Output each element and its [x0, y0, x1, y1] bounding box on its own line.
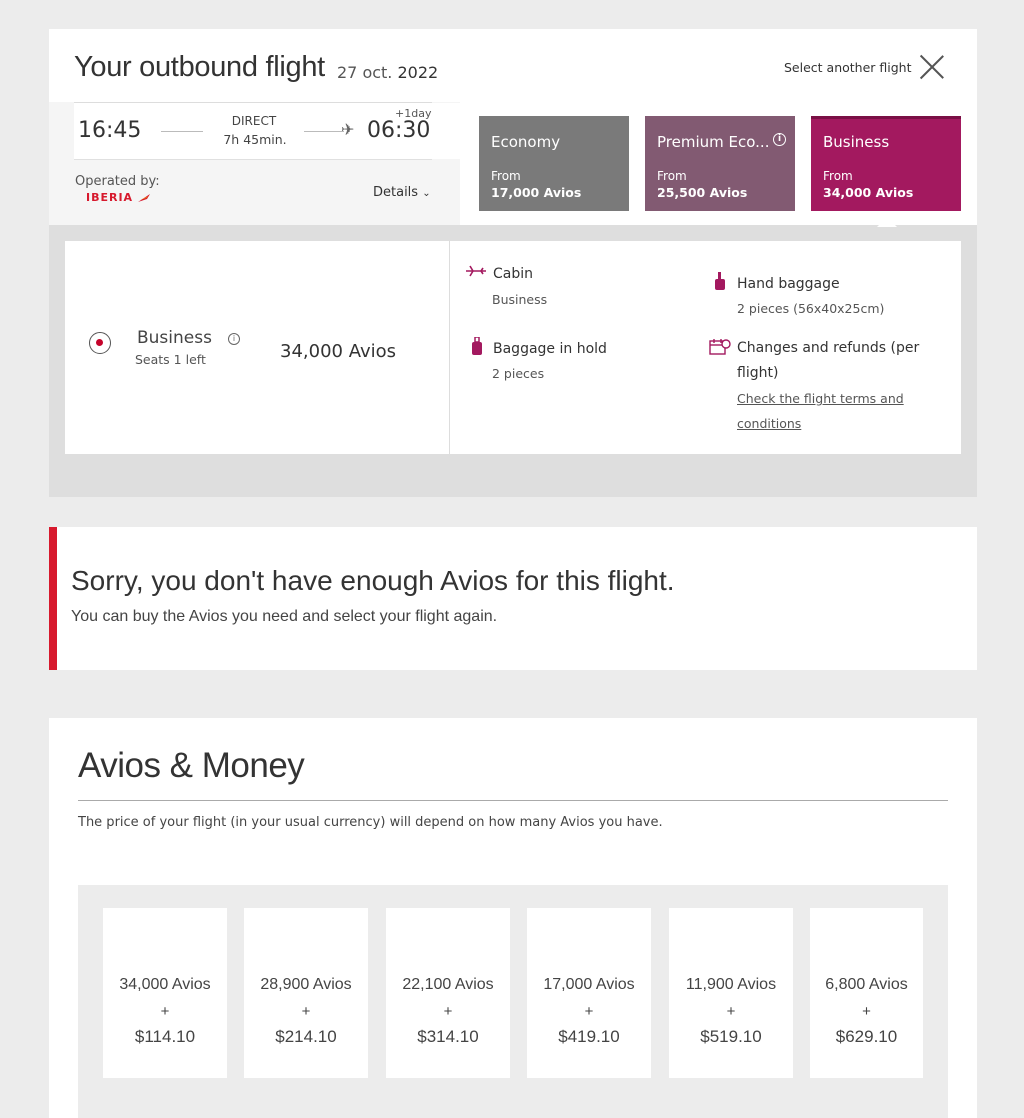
hand-baggage-value: 2 pieces (56x40x25cm) [737, 301, 885, 316]
fare-price: 34,000 Avios [823, 185, 914, 200]
option-plus: + [160, 1003, 170, 1020]
option-avios: 11,900 Avios [685, 976, 777, 993]
option-money: $114.10 [134, 1027, 196, 1046]
fare-price: 17,000 Avios [491, 185, 582, 200]
airline-logo: IBERIA [86, 191, 134, 204]
option-money: $419.10 [558, 1027, 620, 1046]
insufficient-avios-alert [49, 527, 977, 670]
flight-date [337, 63, 438, 82]
hand-luggage-icon [713, 272, 727, 292]
option-avios: 34,000 Avios [119, 976, 211, 993]
section-description: The price of your flight (in your usual currency) will depend on how many Avios you have. [78, 815, 663, 830]
outbound-flight-card [49, 29, 977, 497]
plane-cabin-icon [465, 265, 487, 277]
option-plus: + [862, 1003, 871, 1020]
chevron-down-icon: ⌄ [422, 188, 431, 199]
hold-baggage-label: Baggage in hold [493, 341, 607, 357]
cabin-value: Business [492, 292, 548, 307]
fare-name: Economy [491, 133, 561, 151]
fare-tab-premium-economy[interactable] [645, 116, 795, 211]
divider [449, 241, 450, 454]
close-icon[interactable] [918, 53, 946, 81]
flight-date-year: 2022 [397, 63, 439, 82]
details-toggle[interactable] [373, 185, 431, 200]
divider [78, 800, 948, 801]
fare-name: Business [823, 133, 890, 151]
option-money: $314.10 [417, 1027, 479, 1046]
route-line [161, 131, 203, 132]
option-money: $629.10 [835, 1027, 898, 1046]
fare-name: Premium Eco... [657, 133, 770, 151]
airplane-icon: ✈ [341, 120, 355, 139]
divider [74, 102, 432, 103]
option-avios: 28,900 Avios [260, 976, 352, 993]
divider [74, 159, 432, 160]
fare-from-label: From [491, 169, 521, 183]
avios-money-option[interactable] [810, 908, 923, 1078]
route-line [304, 131, 344, 132]
info-icon[interactable]: i [228, 333, 240, 345]
select-another-flight-link[interactable]: Select another flight [784, 60, 912, 75]
stops-label: DIRECT [231, 114, 277, 128]
cabin-label: Cabin [493, 266, 534, 282]
avios-money-options [78, 885, 948, 1118]
avios-money-option[interactable] [527, 908, 651, 1078]
fare-class-name: Business [137, 328, 212, 348]
changes-label: Changes and refunds (per flight) [737, 340, 920, 381]
fare-tab-business[interactable] [811, 116, 961, 211]
avios-money-option[interactable] [669, 908, 793, 1078]
alert-message: You can buy the Avios you need and select your flight again. [71, 608, 498, 625]
day-offset: +1day [395, 107, 432, 120]
calendar-refund-icon [709, 338, 731, 356]
departure-time: 16:45 [78, 118, 142, 143]
fare-from-label: From [657, 169, 687, 183]
suitcase-icon [470, 337, 484, 357]
section-title: Avios & Money [78, 746, 305, 785]
fare-tab-economy[interactable] [479, 116, 629, 211]
fare-price: 34,000 Avios [280, 341, 397, 362]
hand-baggage-label: Hand baggage [737, 276, 840, 292]
avios-money-option[interactable] [103, 908, 227, 1078]
alert-title: Sorry, you don't have enough Avios for this flight. [71, 565, 675, 596]
avios-money-option[interactable] [244, 908, 368, 1078]
fare-price: 25,500 Avios [657, 185, 748, 200]
fare-from-label: From [823, 169, 853, 183]
option-plus: + [726, 1003, 736, 1020]
option-plus: + [584, 1003, 594, 1020]
page-title: Your outbound flight [74, 51, 325, 83]
flight-date-day: 27 oct. [337, 63, 393, 82]
option-plus: + [443, 1003, 453, 1020]
details-label: Details [373, 185, 419, 200]
avios-money-section [49, 718, 977, 1118]
option-avios: 17,000 Avios [543, 976, 635, 993]
arrival-time: 06:30 [367, 118, 431, 143]
selected-tab-pointer [877, 217, 897, 227]
operated-by-label: Operated by: [75, 174, 160, 189]
flight-duration: 7h 45min. [223, 132, 287, 147]
option-plus: + [301, 1003, 311, 1020]
option-money: $214.10 [275, 1027, 337, 1046]
airline-logo-mark-icon [137, 193, 151, 203]
fare-details-box [65, 241, 961, 454]
info-icon[interactable]: i [773, 133, 786, 146]
seats-left: Seats 1 left [135, 352, 206, 367]
option-money: $519.10 [700, 1027, 762, 1046]
option-avios: 22,100 Avios [402, 976, 494, 993]
hold-baggage-value: 2 pieces [492, 366, 545, 381]
fare-radio-button[interactable] [89, 332, 111, 354]
option-avios: 6,800 Avios [825, 976, 908, 993]
terms-link[interactable]: Check the flight terms and conditions [737, 391, 904, 431]
avios-money-option[interactable] [386, 908, 510, 1078]
